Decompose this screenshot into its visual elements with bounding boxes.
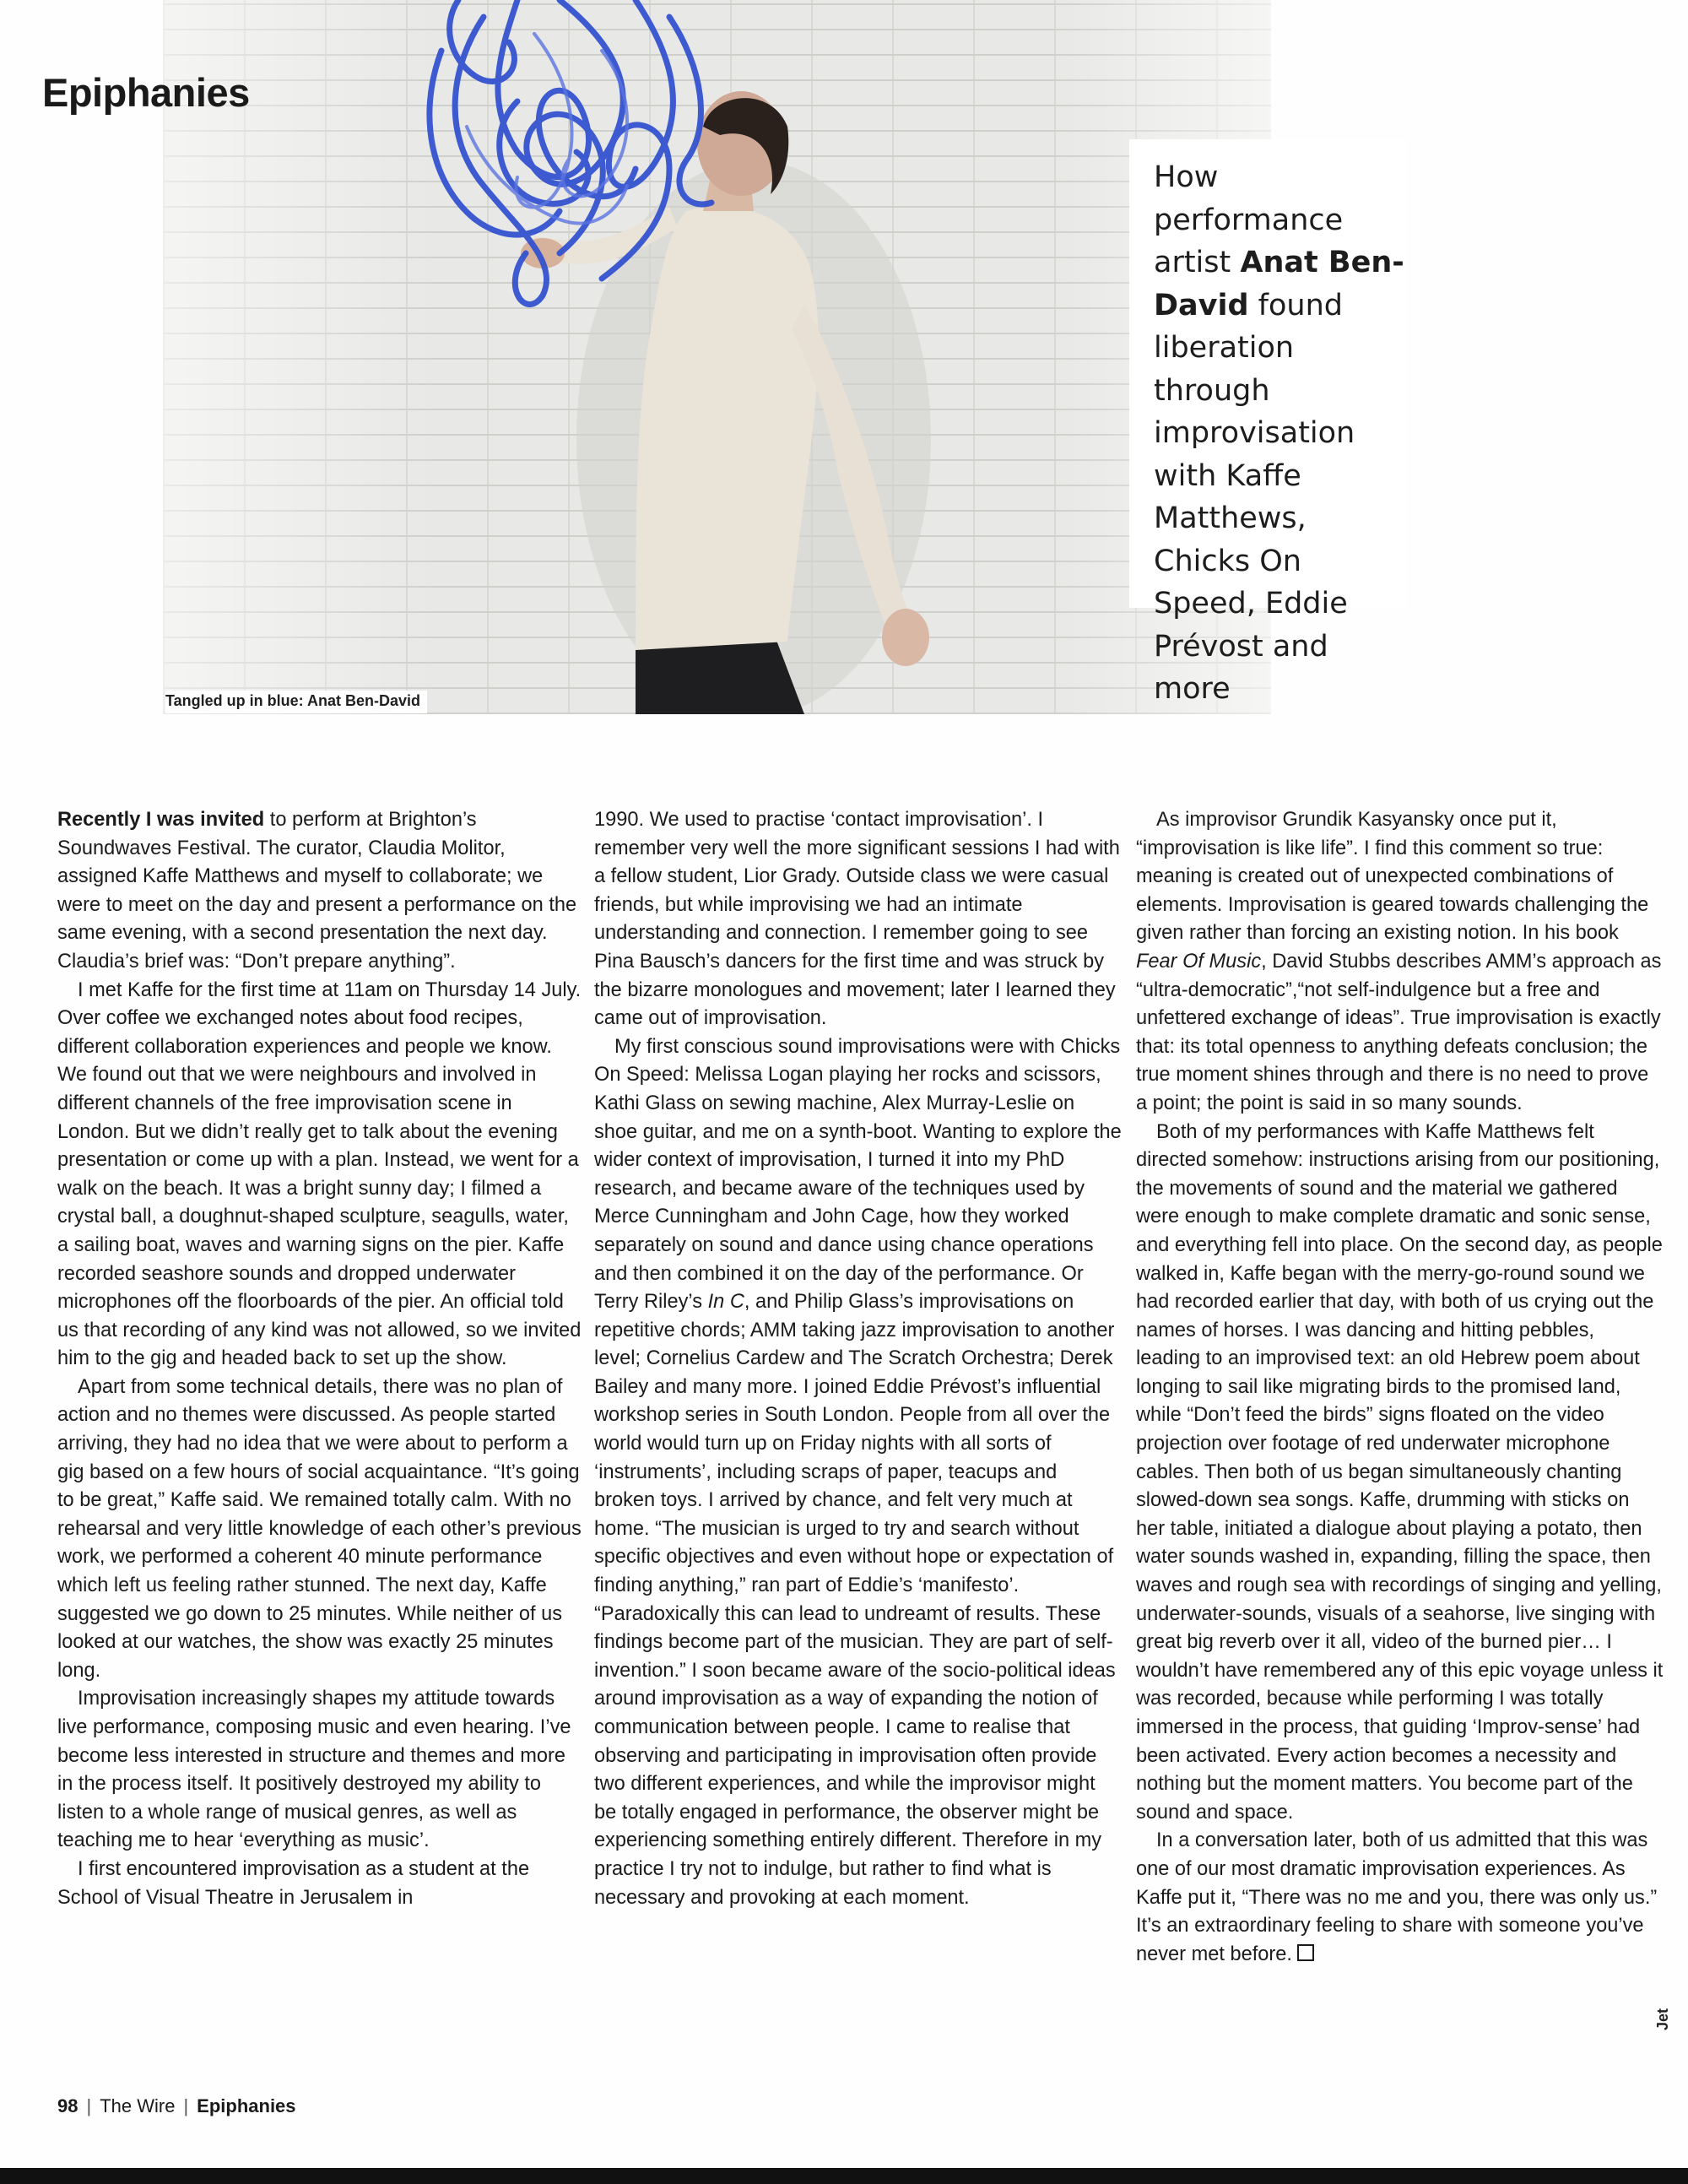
paragraph-5-start: I first encountered improvisation as a student at the School of Visual Theatre in Jerusalem in [57,1857,530,1909]
article-column-2 [594,806,1122,1912]
paragraph-7-text-b: , David Stubbs describes AMM’s approach as “ultra-democratic”,“not self-indulgence but a free and unfettered exchange of ideas”. True improvisation is exactly that: its total openness to anything defeats conclusion; the true moment shines through and there is no need to prove a point; the point is said in so many sounds. [1136,950,1662,1114]
paragraph-9 [1136,1827,1664,1969]
photo-dancer-blue-cables-icon [163,0,1271,714]
photo-caption: Tangled up in blue: Anat Ben-David [165,691,427,713]
standfirst-intro: How performance artist [1154,160,1344,279]
paragraph-9-text: In a conversation later, both of us admitted that this was one of our most dramatic improvisation experiences. As Kaffe put it, “There was no me and you, there was only us.” It’s an extraordinary feeling to share with someone you’ve never met before. [1136,1829,1658,1965]
paragraph-1 [57,806,585,977]
paragraph-2: I met Kaffe for the first time at 11am on Thursday 14 July. Over coffee we exchanged notes about food recipes, different collaboration experiences and people we know. We found out that we were neighbours and involved in different channels of the free improvisation scene in London. But we didn’t really get to talk about the evening presentation or come up with a plan. Instead, we went for a walk on the beach. It was a bright sunny day; I filmed a crystal ball, a doughnut-shaped sculpture, seagulls, water, a sailing boat, waves and warning signs on the pier. Kaffe recorded seashore sounds and dropped underwater microphones off the floorboards of the pier. An official told us that recording of any kind was not allowed, so we invited him to the gig and headed back to set up the show. [57,978,582,1370]
footer-separator: | [86,2095,92,2116]
paragraph-5-continued: 1990. We used to practise ‘contact improvisation’. I remember very well the more significant sessions I had with a fellow student, Lior Grady. Outside class we were casual friends, but while improvising we had an intimate understanding and connection. I remember going to see Pina Bausch’s dancers for the first time and was struck by the bizarre monologues and movement; later I learned they came out of improvisation. [594,809,1120,1030]
magazine-name: The Wire [100,2095,176,2116]
standfirst-rest: found liberation through improvisation with Kaffe Matthews, Chicks On Speed, Eddie Prévost and more [1154,288,1355,706]
paragraph-4: Improvisation increasingly shapes my attitude towards live performance, composing music and even hearing. I’ve become less interested in structure and themes and more in the process itself. It positively destroyed my ability to listen to a whole range of musical genres, as well as teaching me to hear ‘everything as music’. [57,1688,571,1852]
lead-in: Recently I was invited [57,809,265,831]
article-photo [163,0,1271,714]
paragraph-6-text-a: My first conscious sound improvisations were with Chicks On Speed: Melissa Logan playing her rocks and scissors, Kathi Glass on sewing machine, Alex Murray-Leslie on shoe guitar, and me on a synth-boot. Wanting to explore the wider context of improvisation, I turned it into my PhD research, and became aware of the techniques used by Merce Cunningham and John Cage, how they worked separately on sound and dance using chance operations and then combined it on the day of the performance. Or Terry Riley’s [594,1035,1122,1314]
page-number: 98 [57,2095,78,2116]
paragraph-6-text-b: , and Philip Glass’s improvisations on repetitive chords; AMM taking jazz improvisation to another level; Cornelius Cardew and The Scratch Orchestra; Derek Bailey and many more. I joined Eddie Prévost’s influential workshop series in South London. People from all over the world would turn up on Friday nights with all sorts of ‘instruments’, including scraps of paper, teacups and broken toys. I arrived by chance, and felt very much at home. “The musician is urged to try and search without specific objectives and even without hope or expectation of finding anything,” ran part of Eddie’s ‘manifesto’. “Paradoxically this can lead to undreamt of results. These findings become part of the musician. They are part of self-invention.” I soon became aware of the socio-political ideas around improvisation as a way of expanding the notion of communication between people. I came to realise that observing and participating in improvisation often provide two different experiences, and while the improvisor might be totally engaged in performance, the observer might be experiencing something entirely different. Therefore in my practice I try not to indulge, but rather to find what is necessary and provoking at each moment. [594,1291,1116,1909]
paragraph-6 [594,1033,1122,1912]
footer-section-name: Epiphanies [197,2095,296,2116]
paragraph-3: Apart from some technical details, there was no plan of action and no themes were discussed. As people started arriving, they had no idea that we were about to perform a gig based on a few hours of social acquaintance. “It’s going to be great,” Kaffe said. We remained totally calm. With no rehearsal and very little knowledge of each other’s previous work, we performed a coherent 40 minute performance which left us feeling rather stunned. The next day, Kaffe suggested we go down to 25 minutes. While neither of us looked at our watches, the show was exactly 25 minutes long. [57,1375,582,1682]
standfirst [1154,156,1407,711]
standfirst-box [1129,139,1407,706]
article-column-3 [1136,806,1664,1969]
paragraph-7-text-a: As improvisor Grundik Kasyansky once put it, “improvisation is like life”. I find this comment so true: meaning is created out of unexpected combinations of elements. Improvisation is geared towards challenging the given rather than forcing an existing notion. In his book [1136,809,1649,945]
page-footer [57,2095,296,2117]
standfirst-artist-name: Anat Ben-David [1154,246,1404,322]
section-title: Epiphanies [42,70,250,115]
paragraph-8: Both of my performances with Kaffe Matthews felt directed somehow: instructions arising from our positioning, the movements of sound and the material we gathered were enough to make complete dramatic and sonic sense, and everything fell into place. On the second day, as people walked in, Kaffe began with the merry-go-round sound we had recorded earlier that day, with both of us crying out the names of horses. I was dancing and hitting pebbles, leading to an improvised text: an old Hebrew poem about longing to sail like migrating birds to the promised land, while “Don’t feed the birds” signs floated on the video projection over footage of red underwater microphone cables. Then both of us began simultaneously chanting slowed-down sea songs. Kaffe, drumming with sticks on her table, initiated a dialogue about playing a potato, then water sounds washed in, expanding, filling the space, then waves and rough sea with recordings of singing and yelling, underwater-sounds, visuals of a seahorse, live singing with great big reverb over it all, video of the burned pier… I wouldn’t have remembered any of this epic voyage unless it was recorded, because while performing I was totally immersed in the process, that guiding ‘Improv-sense’ had been activated. Every action becomes a necessity and nothing but the moment matters. You become part of the sound and space. [1136,1120,1664,1824]
end-of-article-square-icon [1297,1944,1314,1961]
book-title-fear-of-music: Fear Of Music [1136,950,1262,973]
paragraph-7 [1136,806,1664,1119]
photo-credit: Jet [1654,2008,1671,2030]
footer-separator: | [183,2095,189,2116]
scan-edge [0,2168,1688,2184]
paragraph-1-text: to perform at Brighton’s Soundwaves Festival. The curator, Claudia Molitor, assigned Kaffe Matthews and myself to collaborate; we were to meet on the day and present a performance on the same evening, with a second presentation the next day. Claudia’s brief was: “Don’t prepare anything”. [57,809,577,973]
work-title-in-c: In C [707,1291,744,1314]
article-column-1 [57,806,585,1912]
